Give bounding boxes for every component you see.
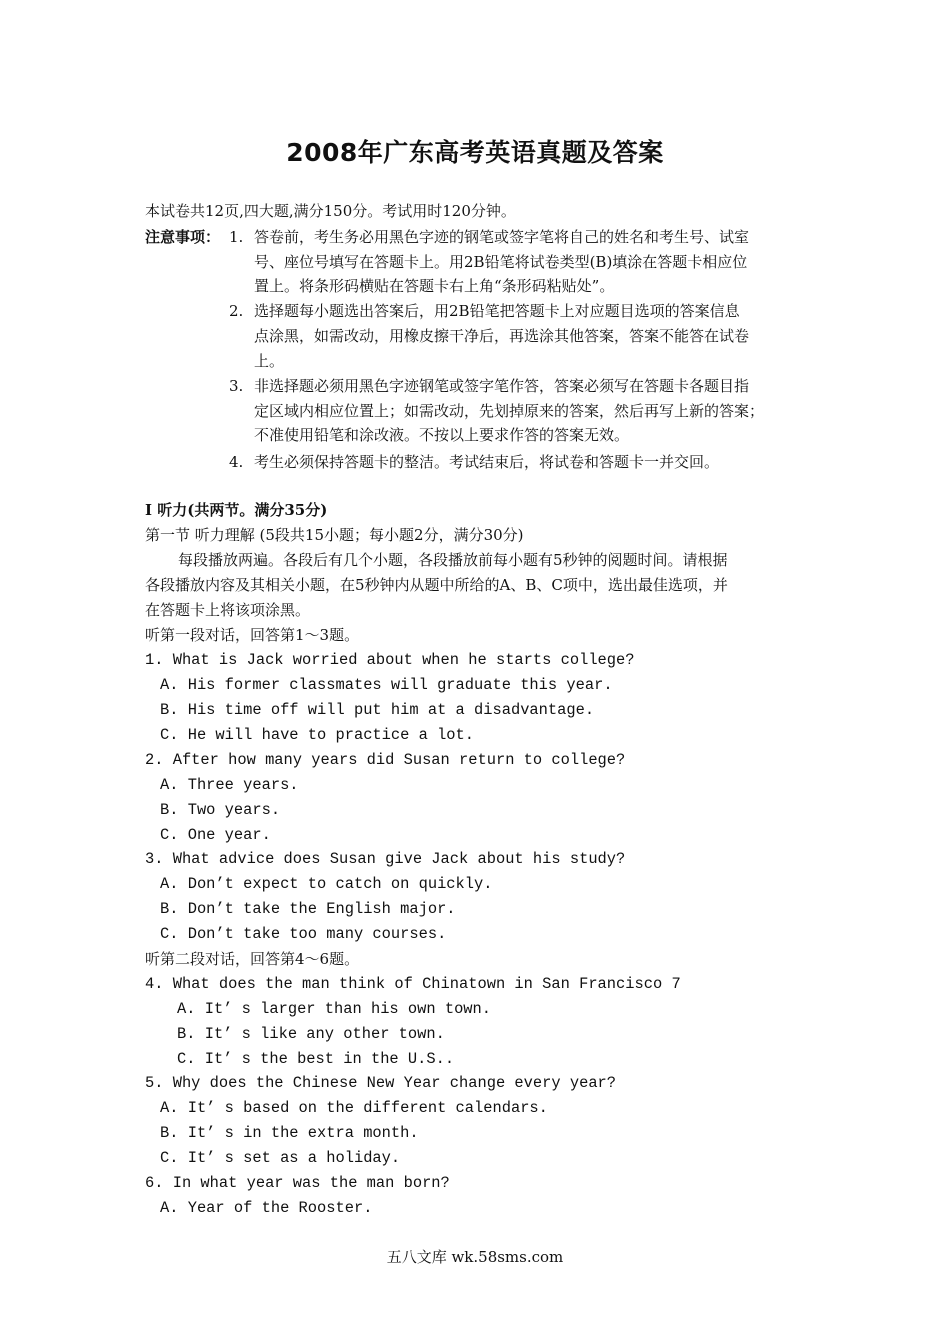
notice-item-1-line-3: 置上。将条形码横贴在答题卡右上角“条形码粘贴处”。 [254, 277, 615, 295]
notice-item-3-number: 3. [229, 377, 244, 395]
question-5: 5. Why does the Chinese New Year change every year? [145, 1074, 617, 1092]
notice-item-1-number: 1. [229, 228, 244, 246]
question-4: 4. What does the man think of Chinatown in San Francisco 7 [145, 975, 681, 993]
notice-item-3-line-1: 非选择题必须用黑色字迹钢笔或签字笔作答，答案必须写在答题卡各题目指 [254, 377, 750, 395]
question-1-option-b: B. His time off will put him at a disadvantage. [160, 701, 595, 719]
notice-item-1-line-2: 号、座位号填写在答题卡上。用2B铅笔将试卷类型(B)填涂在答题卡相应位 [254, 253, 748, 271]
question-6-option-a: A. Year of the Rooster. [160, 1199, 373, 1217]
question-4-option-b: B. It’ s like any other town. [177, 1025, 445, 1043]
question-5-option-b: B. It’ s in the extra month. [160, 1124, 419, 1142]
instructions-line-1: 每段播放两遍。各段后有几个小题，各段播放前每小题有5秒钟的阅题时间。请根据 [178, 551, 728, 569]
question-3: 3. What advice does Susan give Jack about his study? [145, 850, 626, 868]
notice-item-2-line-3: 上。 [254, 352, 285, 370]
question-2-option-b: B. Two years. [160, 801, 281, 819]
exam-intro: 本试卷共12页,四大题,满分150分。考试用时120分钟。 [145, 202, 516, 220]
question-3-option-b: B. Don’t take the English major. [160, 900, 456, 918]
notice-item-2-line-1: 选择题每小题选出答案后，用2B铅笔把答题卡上对应题目选项的答案信息 [254, 302, 740, 320]
instructions-line-3: 在答题卡上将该项涂黑。 [145, 601, 311, 619]
page-title: 2008年广东高考英语真题及答案 [286, 138, 664, 167]
question-1-option-c: C. He will have to practice a lot. [160, 726, 475, 744]
notice-item-2-number: 2. [229, 302, 244, 320]
instructions-line-2: 各段播放内容及其相关小题，在5秒钟内从题中所给的A、B、C项中，选出最佳选项，并 [145, 576, 728, 594]
part-heading: 第一节 听力理解 (5段共15小题；每小题2分，满分30分) [145, 526, 524, 544]
question-5-option-c: C. It’ s set as a holiday. [160, 1149, 401, 1167]
question-4-option-c: C. It’ s the best in the U.S.. [177, 1050, 455, 1068]
notice-item-3-line-3: 不准使用铅笔和涂改液。不按以上要求作答的答案无效。 [254, 426, 630, 444]
footer-watermark: 五八文库 wk.58sms.com [386, 1248, 564, 1266]
question-2-option-c: C. One year. [160, 826, 271, 844]
notice-item-2-line-2: 点涂黑，如需改动，用橡皮擦干净后，再选涂其他答案，答案不能答在试卷 [254, 327, 750, 345]
question-2: 2. After how many years did Susan return to college? [145, 751, 626, 769]
question-3-option-a: A. Don’t expect to catch on quickly. [160, 875, 493, 893]
notice-item-1-line-1: 答卷前，考生务必用黑色字迹的钢笔或签字笔将自己的姓名和考生号、试室 [254, 228, 750, 246]
dialog-2-heading: 听第二段对话，回答第4～6题。 [145, 950, 360, 968]
section-heading: I 听力(共两节。满分35分) [145, 501, 328, 519]
question-4-option-a: A. It’ s larger than his own town. [177, 1000, 492, 1018]
dialog-1-heading: 听第一段对话，回答第1～3题。 [145, 626, 360, 644]
question-1-option-a: A. His former classmates will graduate this year. [160, 676, 613, 694]
notice-item-4-line-1: 考生必须保持答题卡的整洁。考试结束后，将试卷和答题卡一并交回。 [254, 453, 720, 471]
question-2-option-a: A. Three years. [160, 776, 299, 794]
question-1: 1. What is Jack worried about when he starts college? [145, 651, 635, 669]
question-5-option-a: A. It’ s based on the different calendars. [160, 1099, 548, 1117]
notice-item-4-number: 4. [229, 453, 244, 471]
question-6: 6. In what year was the man born? [145, 1174, 450, 1192]
notice-label: 注意事项： [145, 228, 221, 246]
question-3-option-c: C. Don’t take too many courses. [160, 925, 447, 943]
notice-item-3-line-2: 定区域内相应位置上；如需改动，先划掉原来的答案，然后再写上新的答案； [254, 402, 765, 420]
